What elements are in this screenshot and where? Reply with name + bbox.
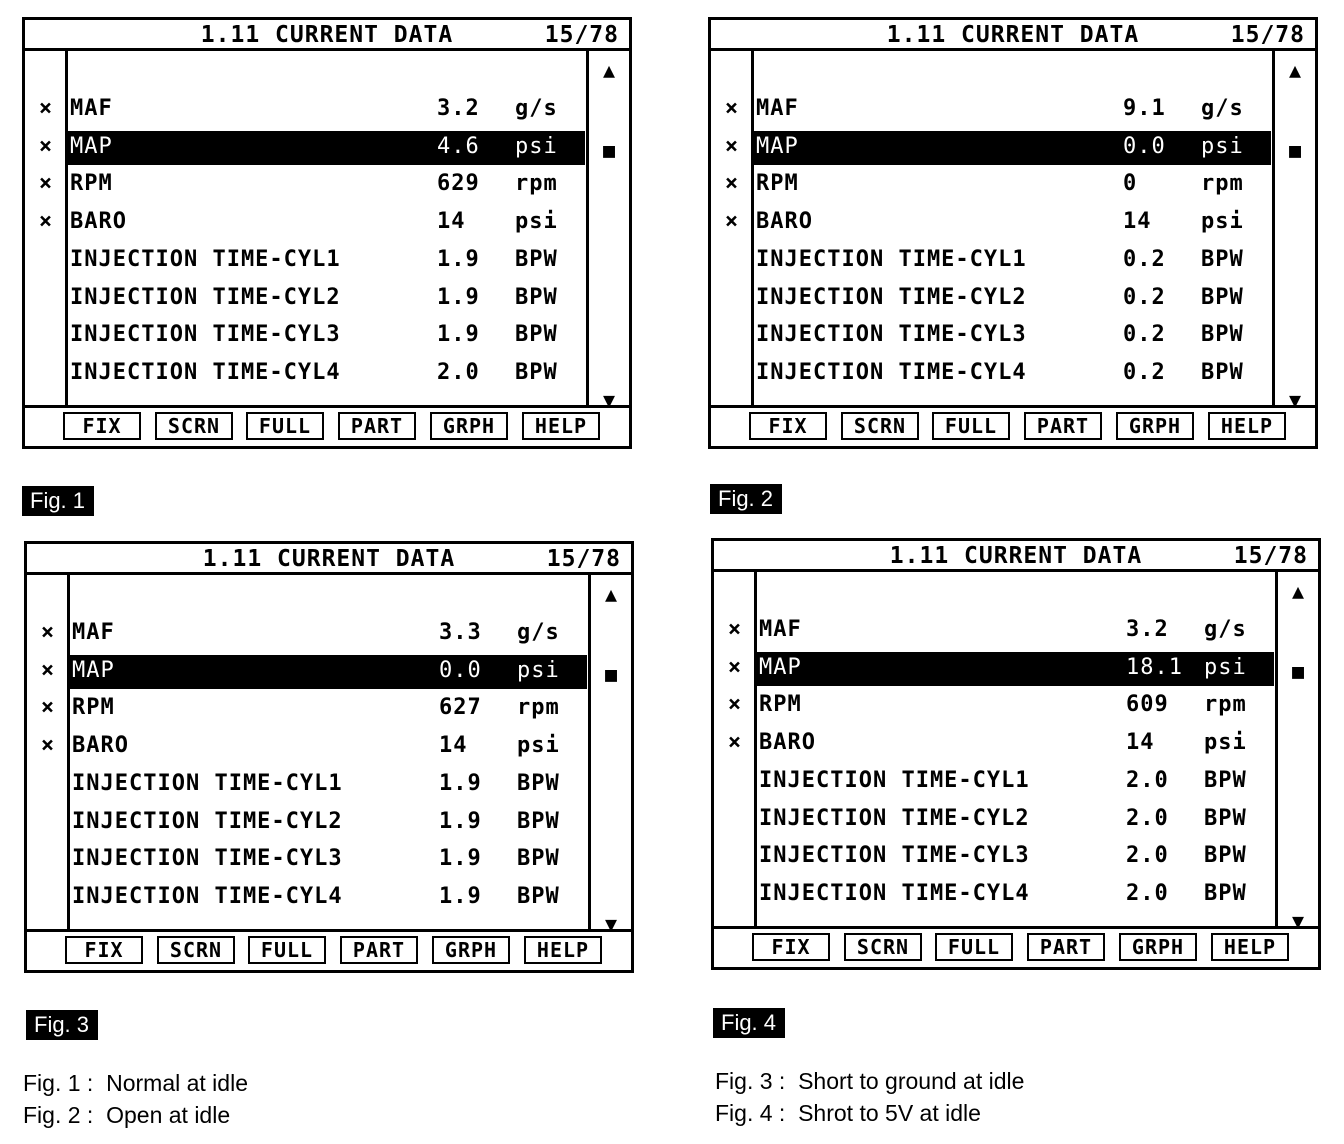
- parameter-value: 627: [439, 695, 482, 720]
- scan-tool-screen-2: [708, 17, 1318, 449]
- caption-fig2-text: Open at idle: [106, 1102, 231, 1128]
- fixed-marker-icon: ×: [727, 692, 743, 717]
- parameter-name: MAP: [759, 655, 802, 680]
- screen-title: 1.11 CURRENT DATA: [202, 546, 456, 572]
- caption-fig4: [715, 1100, 981, 1127]
- fix-button[interactable]: FIX: [752, 933, 830, 961]
- parameter-unit: g/s: [1204, 617, 1247, 642]
- data-row-map[interactable]: [711, 131, 1271, 165]
- parameter-value: 0.2: [1123, 322, 1166, 347]
- data-row-injection-time-cyl3[interactable]: [25, 319, 585, 353]
- parameter-value: 1.9: [439, 771, 482, 796]
- parameter-value: 2.0: [1126, 806, 1169, 831]
- parameter-name: INJECTION TIME-CYL4: [756, 360, 1027, 385]
- data-row-injection-time-cyl1[interactable]: [711, 244, 1271, 278]
- grph-button[interactable]: GRPH: [430, 412, 508, 440]
- scrollbar-track[interactable]: [588, 575, 591, 932]
- parameter-value: 3.2: [1126, 617, 1169, 642]
- parameter-unit: psi: [515, 134, 558, 159]
- scan-tool-screen-1: [22, 17, 632, 449]
- parameter-unit: rpm: [515, 171, 558, 196]
- data-row-injection-time-cyl1[interactable]: [25, 244, 585, 278]
- fixed-marker-icon: ×: [40, 658, 56, 683]
- row-highlight: [68, 131, 585, 165]
- grph-button[interactable]: GRPH: [1119, 933, 1197, 961]
- parameter-unit: BPW: [515, 360, 558, 385]
- data-row-injection-time-cyl4[interactable]: [711, 357, 1271, 391]
- parameter-unit: BPW: [1204, 843, 1247, 868]
- parameter-value: 0.2: [1123, 247, 1166, 272]
- parameter-value: 629: [437, 171, 480, 196]
- help-button[interactable]: HELP: [1208, 412, 1286, 440]
- parameter-name: INJECTION TIME-CYL3: [756, 322, 1027, 347]
- parameter-name: INJECTION TIME-CYL2: [72, 809, 343, 834]
- parameter-unit: g/s: [517, 620, 560, 645]
- data-row-rpm[interactable]: [714, 689, 1274, 723]
- parameter-unit: psi: [517, 733, 560, 758]
- parameter-name: RPM: [70, 171, 113, 196]
- data-row-injection-time-cyl4[interactable]: [714, 878, 1274, 912]
- data-row-injection-time-cyl4[interactable]: [25, 357, 585, 391]
- data-row-baro[interactable]: [27, 730, 587, 764]
- parameter-unit: BPW: [1204, 806, 1247, 831]
- parameter-name: INJECTION TIME-CYL1: [72, 771, 343, 796]
- parameter-value: 1.9: [437, 247, 480, 272]
- screen-header: [711, 20, 1315, 51]
- parameter-value: 2.0: [437, 360, 480, 385]
- parameter-name: RPM: [756, 171, 799, 196]
- scroll-up-icon[interactable]: ▲: [604, 582, 618, 606]
- fixed-marker-icon: ×: [38, 209, 54, 234]
- parameter-value: 1.9: [439, 884, 482, 909]
- scroll-down-icon[interactable]: ▼: [604, 912, 618, 936]
- parameter-unit: BPW: [1201, 322, 1244, 347]
- parameter-value: 1.9: [437, 285, 480, 310]
- parameter-value: 14: [1123, 209, 1152, 234]
- page-counter: 15/78: [1230, 22, 1305, 48]
- grph-button[interactable]: GRPH: [1116, 412, 1194, 440]
- figure-label-2: Fig. 2: [710, 484, 782, 514]
- scrn-button[interactable]: SCRN: [157, 936, 235, 964]
- data-row-injection-time-cyl2[interactable]: [25, 282, 585, 316]
- scroll-thumb[interactable]: ■: [1288, 138, 1302, 162]
- page-counter: 15/78: [544, 22, 619, 48]
- data-row-injection-time-cyl2[interactable]: [27, 806, 587, 840]
- parameter-name: RPM: [759, 692, 802, 717]
- help-button[interactable]: HELP: [1211, 933, 1289, 961]
- parameter-unit: BPW: [517, 809, 560, 834]
- figure-label-4: Fig. 4: [713, 1008, 785, 1038]
- parameter-name: MAF: [70, 96, 113, 121]
- parameter-name: INJECTION TIME-CYL1: [756, 247, 1027, 272]
- scrn-button[interactable]: SCRN: [841, 412, 919, 440]
- parameter-value: 1.9: [439, 809, 482, 834]
- data-row-injection-time-cyl3[interactable]: [27, 843, 587, 877]
- fixed-marker-icon: ×: [724, 209, 740, 234]
- caption-fig2: [23, 1102, 230, 1129]
- data-row-injection-time-cyl1[interactable]: [714, 765, 1274, 799]
- parameter-name: INJECTION TIME-CYL2: [756, 285, 1027, 310]
- parameter-name: INJECTION TIME-CYL2: [759, 806, 1030, 831]
- data-row-map[interactable]: [27, 655, 587, 689]
- part-button[interactable]: PART: [338, 412, 416, 440]
- scroll-up-icon[interactable]: ▲: [1291, 579, 1305, 603]
- caption-fig4-text: Shrot to 5V at idle: [798, 1100, 981, 1126]
- parameter-name: RPM: [72, 695, 115, 720]
- scrollbar-track[interactable]: [586, 51, 589, 408]
- parameter-unit: psi: [1204, 730, 1247, 755]
- data-row-rpm[interactable]: [25, 168, 585, 202]
- parameter-name: MAP: [70, 134, 113, 159]
- parameter-unit: psi: [1204, 655, 1247, 680]
- help-button[interactable]: HELP: [522, 412, 600, 440]
- full-button[interactable]: FULL: [246, 412, 324, 440]
- parameter-unit: g/s: [515, 96, 558, 121]
- data-row-rpm[interactable]: [27, 692, 587, 726]
- data-row-maf[interactable]: [27, 617, 587, 651]
- parameter-value: 0: [1123, 171, 1138, 196]
- part-button[interactable]: PART: [1027, 933, 1105, 961]
- fix-button[interactable]: FIX: [63, 412, 141, 440]
- data-row-map[interactable]: [714, 652, 1274, 686]
- part-button[interactable]: PART: [1024, 412, 1102, 440]
- data-row-injection-time-cyl4[interactable]: [27, 881, 587, 915]
- data-row-baro[interactable]: [714, 727, 1274, 761]
- caption-fig3-text: Short to ground at idle: [798, 1068, 1025, 1094]
- parameter-name: BARO: [72, 733, 129, 758]
- parameter-name: INJECTION TIME-CYL2: [70, 285, 341, 310]
- caption-fig3-label: Fig. 3 :: [715, 1068, 786, 1094]
- scroll-down-icon[interactable]: ▼: [602, 388, 616, 412]
- parameter-name: MAF: [759, 617, 802, 642]
- data-row-map[interactable]: [25, 131, 585, 165]
- parameter-name: INJECTION TIME-CYL4: [759, 881, 1030, 906]
- parameter-unit: rpm: [1201, 171, 1244, 196]
- data-row-maf[interactable]: [714, 614, 1274, 648]
- fix-button[interactable]: FIX: [65, 936, 143, 964]
- scroll-thumb[interactable]: ■: [602, 138, 616, 162]
- row-highlight: [754, 131, 1271, 165]
- scrn-button[interactable]: SCRN: [844, 933, 922, 961]
- fixed-marker-icon: ×: [38, 96, 54, 121]
- parameter-unit: BPW: [515, 285, 558, 310]
- parameter-unit: psi: [1201, 209, 1244, 234]
- parameter-unit: BPW: [517, 771, 560, 796]
- caption-fig2-label: Fig. 2 :: [23, 1102, 94, 1128]
- fixed-marker-icon: ×: [40, 695, 56, 720]
- parameter-name: BARO: [756, 209, 813, 234]
- screen-title: 1.11 CURRENT DATA: [200, 22, 454, 48]
- parameter-unit: BPW: [1201, 247, 1244, 272]
- parameter-name: MAP: [756, 134, 799, 159]
- data-row-baro[interactable]: [25, 206, 585, 240]
- caption-fig3: [715, 1068, 1024, 1095]
- data-row-injection-time-cyl3[interactable]: [711, 319, 1271, 353]
- scroll-up-icon[interactable]: ▲: [1288, 58, 1302, 82]
- parameter-name: INJECTION TIME-CYL1: [759, 768, 1030, 793]
- parameter-name: MAF: [756, 96, 799, 121]
- scroll-thumb[interactable]: ■: [604, 662, 618, 686]
- figure-label-1: Fig. 1: [22, 486, 94, 516]
- function-key-bar: [25, 405, 629, 446]
- parameter-value: 0.2: [1123, 360, 1166, 385]
- parameter-name: INJECTION TIME-CYL3: [72, 846, 343, 871]
- parameter-value: 1.9: [439, 846, 482, 871]
- screen-header: [27, 544, 631, 575]
- parameter-name: MAF: [72, 620, 115, 645]
- scroll-down-icon[interactable]: ▼: [1288, 388, 1302, 412]
- parameter-unit: rpm: [517, 695, 560, 720]
- help-button[interactable]: HELP: [524, 936, 602, 964]
- parameter-name: INJECTION TIME-CYL4: [70, 360, 341, 385]
- screen-title: 1.11 CURRENT DATA: [886, 22, 1140, 48]
- full-button[interactable]: FULL: [248, 936, 326, 964]
- fixed-marker-icon: ×: [724, 96, 740, 121]
- scan-tool-screen-4: [711, 538, 1321, 970]
- part-button[interactable]: PART: [340, 936, 418, 964]
- fixed-marker-icon: ×: [40, 620, 56, 645]
- parameter-unit: BPW: [1201, 285, 1244, 310]
- scrn-button[interactable]: SCRN: [155, 412, 233, 440]
- grph-button[interactable]: GRPH: [432, 936, 510, 964]
- parameter-value: 2.0: [1126, 768, 1169, 793]
- page-counter: 15/78: [546, 546, 621, 572]
- row-highlight: [757, 652, 1274, 686]
- screen-header: [714, 541, 1318, 572]
- data-row-baro[interactable]: [711, 206, 1271, 240]
- fixed-marker-icon: ×: [724, 171, 740, 196]
- parameter-value: 2.0: [1126, 881, 1169, 906]
- scroll-down-icon[interactable]: ▼: [1291, 909, 1305, 933]
- parameter-name: MAP: [72, 658, 115, 683]
- caption-fig1-label: Fig. 1 :: [23, 1070, 94, 1096]
- parameter-value: 14: [1126, 730, 1155, 755]
- parameter-name: INJECTION TIME-CYL3: [759, 843, 1030, 868]
- parameter-name: INJECTION TIME-CYL4: [72, 884, 343, 909]
- parameter-value: 18.1: [1126, 655, 1183, 680]
- parameter-value: 609: [1126, 692, 1169, 717]
- parameter-unit: psi: [515, 209, 558, 234]
- full-button[interactable]: FULL: [932, 412, 1010, 440]
- parameter-value: 0.2: [1123, 285, 1166, 310]
- parameter-value: 1.9: [437, 322, 480, 347]
- parameter-unit: BPW: [515, 322, 558, 347]
- figure-label-3: Fig. 3: [26, 1010, 98, 1040]
- screen-header: [25, 20, 629, 51]
- data-row-injection-time-cyl3[interactable]: [714, 840, 1274, 874]
- scroll-thumb[interactable]: ■: [1291, 659, 1305, 683]
- parameter-name: BARO: [759, 730, 816, 755]
- parameter-value: 0.0: [439, 658, 482, 683]
- function-key-bar: [27, 929, 631, 970]
- fixed-marker-icon: ×: [40, 733, 56, 758]
- parameter-value: 14: [439, 733, 468, 758]
- function-key-bar: [711, 405, 1315, 446]
- full-button[interactable]: FULL: [935, 933, 1013, 961]
- parameter-unit: BPW: [1201, 360, 1244, 385]
- parameter-unit: BPW: [517, 884, 560, 909]
- fixed-marker-icon: ×: [38, 134, 54, 159]
- parameter-unit: rpm: [1204, 692, 1247, 717]
- data-row-injection-time-cyl2[interactable]: [714, 803, 1274, 837]
- parameter-value: 2.0: [1126, 843, 1169, 868]
- scrollbar-track[interactable]: [1272, 51, 1275, 408]
- fixed-marker-icon: ×: [727, 617, 743, 642]
- caption-fig1: [23, 1070, 248, 1097]
- parameter-name: INJECTION TIME-CYL3: [70, 322, 341, 347]
- parameter-unit: BPW: [1204, 768, 1247, 793]
- fixed-marker-icon: ×: [38, 171, 54, 196]
- data-row-maf[interactable]: [25, 93, 585, 127]
- parameter-unit: psi: [1201, 134, 1244, 159]
- data-row-injection-time-cyl1[interactable]: [27, 768, 587, 802]
- caption-fig4-label: Fig. 4 :: [715, 1100, 786, 1126]
- parameter-unit: BPW: [515, 247, 558, 272]
- parameter-value: 3.3: [439, 620, 482, 645]
- scan-tool-screen-3: [24, 541, 634, 973]
- screen-title: 1.11 CURRENT DATA: [889, 543, 1143, 569]
- fix-button[interactable]: FIX: [749, 412, 827, 440]
- function-key-bar: [714, 926, 1318, 967]
- parameter-value: 0.0: [1123, 134, 1166, 159]
- data-row-injection-time-cyl2[interactable]: [711, 282, 1271, 316]
- scroll-up-icon[interactable]: ▲: [602, 58, 616, 82]
- parameter-value: 9.1: [1123, 96, 1166, 121]
- page-counter: 15/78: [1233, 543, 1308, 569]
- parameter-unit: BPW: [517, 846, 560, 871]
- scrollbar-track[interactable]: [1275, 572, 1278, 929]
- parameter-value: 14: [437, 209, 466, 234]
- data-row-maf[interactable]: [711, 93, 1271, 127]
- parameter-value: 3.2: [437, 96, 480, 121]
- parameter-name: BARO: [70, 209, 127, 234]
- fixed-marker-icon: ×: [724, 134, 740, 159]
- caption-fig1-text: Normal at idle: [106, 1070, 248, 1096]
- parameter-unit: psi: [517, 658, 560, 683]
- parameter-value: 4.6: [437, 134, 480, 159]
- data-row-rpm[interactable]: [711, 168, 1271, 202]
- fixed-marker-icon: ×: [727, 655, 743, 680]
- parameter-unit: BPW: [1204, 881, 1247, 906]
- parameter-name: INJECTION TIME-CYL1: [70, 247, 341, 272]
- parameter-unit: g/s: [1201, 96, 1244, 121]
- row-highlight: [70, 655, 587, 689]
- fixed-marker-icon: ×: [727, 730, 743, 755]
